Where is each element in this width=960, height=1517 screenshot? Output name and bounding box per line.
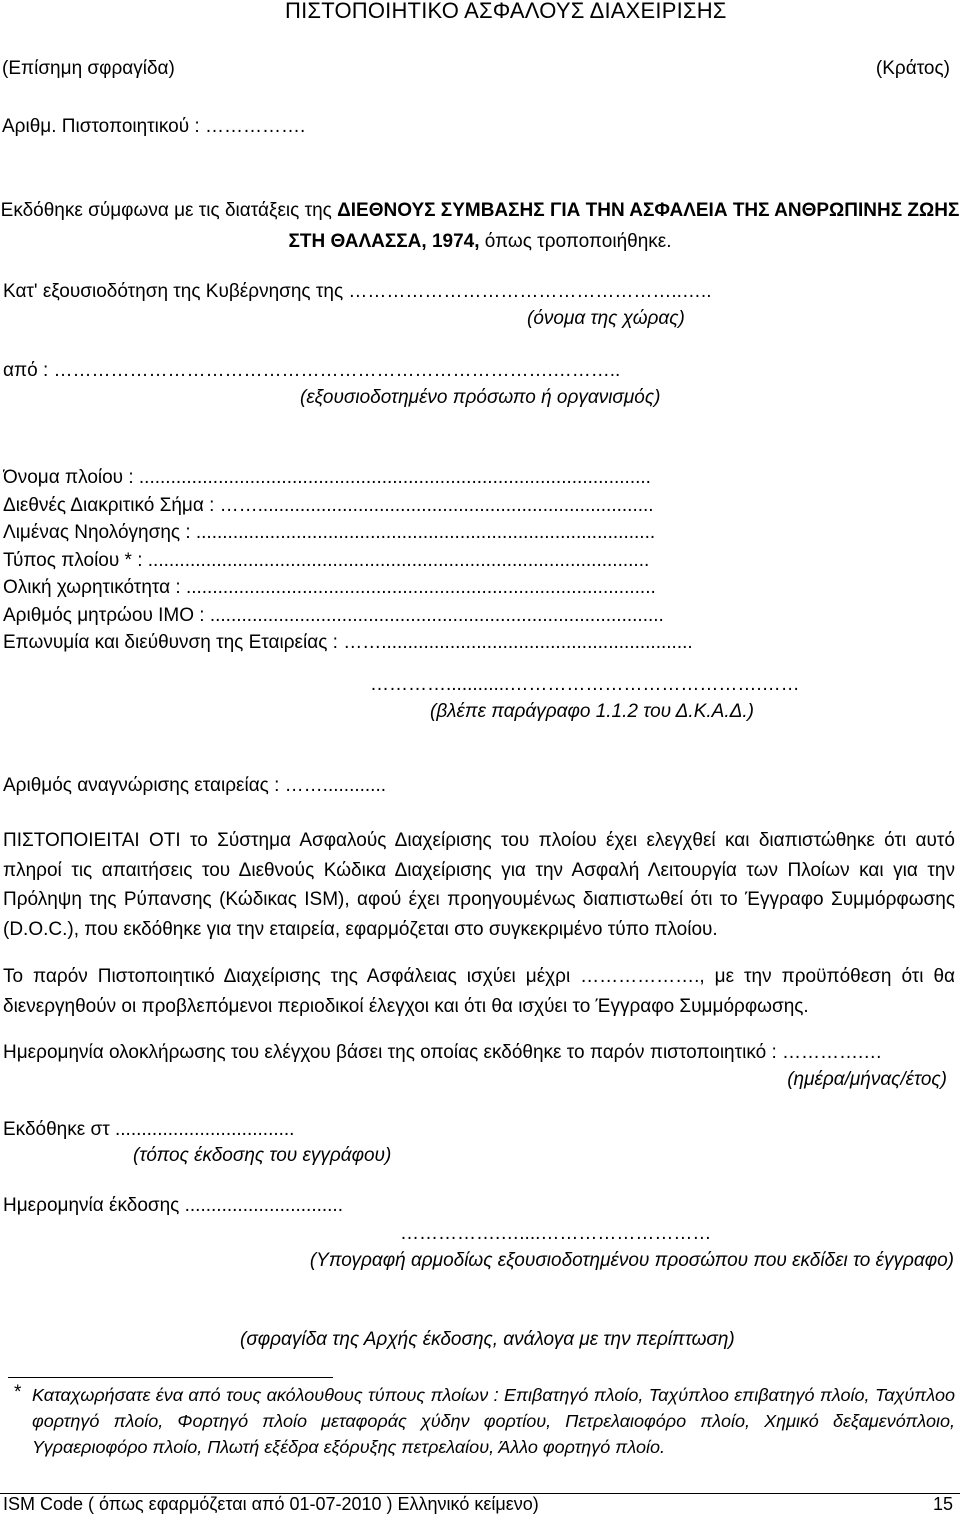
audit-completion-date-line: Ημερομηνία ολοκλήρωσης του ελέγχου βάσει της οποίας εκδόθηκε το παρόν πιστοποιητικό : ………….… xyxy=(3,1042,883,1063)
date-format-hint: (ημέρα/μήνας/έτος) xyxy=(787,1069,947,1090)
issued-under-statement xyxy=(0,195,960,257)
validity-paragraph: Το παρόν Πιστοποιητικό Διαχείρισης της Ασφάλειας ισχύει μέχρι ………………., με την προϋπόθεση ότι θα διενεργηθούν οι προβλεπόμενοι περιοδικοί έλεγχοι και ότι θα ισχύει το Έγγραφο Συμμόρφωσης. xyxy=(3,966,955,1017)
ship-particulars xyxy=(3,467,943,660)
page-number: 15 xyxy=(932,1494,953,1514)
certificate-number: Αριθμ. Πιστοποιητικού : ……………. xyxy=(2,116,306,137)
distinctive-number-field: Διεθνές Διακριτικό Σήμα : ……........................................................................... xyxy=(3,494,654,516)
place-of-issue-line: Εκδόθηκε στ .................................. xyxy=(3,1119,295,1140)
ship-name-field: Όνομα πλοίου : ................................................................................................. xyxy=(3,467,651,488)
footer-text: ISM Code ( όπως εφαρμόζεται από 01-07-2010 ) Ελληνικό κείμενο) xyxy=(3,1494,539,1514)
signature-hint: (Υπογραφή αρμοδίως εξουσιοδοτημένου προσώπου που εκδίδει το έγγραφο) xyxy=(309,1250,954,1271)
authorized-person-hint: (εξουσιοδοτημένο πρόσωπο ή οργανισμός) xyxy=(300,387,661,408)
country-name-hint: (όνομα της χώρας) xyxy=(527,308,685,329)
footnote-mark: * xyxy=(14,1382,22,1403)
page-title: ΠΙΣΤΟΠΟΙΗΤΙΚΟ ΑΣΦΑΛΟΥΣ ΔΙΑΧΕΙΡΙΣΗΣ xyxy=(285,0,727,23)
certification-paragraph: ΠΙΣΤΟΠΟΙΕΙΤΑΙ ΟΤΙ το Σύστημα Ασφαλούς Διαχείρισης του πλοίου έχει ελεγχθεί και διαπιστώθηκε ότι αυτό πληροί τις απαιτήσεις του Διεθνούς Κώδικα Διαχείρισης για την Ασφαλή Λειτουργία των Πλοίων και για την Πρόληψη της Ρύπανσης (Κώδικας ISM), αφού έχει προηγουμένως διαπιστωθεί ότι το Έγγραφο Συμμόρφωσης (D.O.C.), που εκδόθηκε για την εταιρεία, εφαρμόζεται στο συγκεκριμένο τύπο πλοίου. xyxy=(3,830,955,940)
imo-number-field: Αριθμός μητρώου ΙΜΟ : ...................................................................................... xyxy=(3,604,664,626)
signature-line: …………….…....……………………… xyxy=(400,1223,712,1244)
convention-name: ΔΙΕΘΝΟΥΣ ΣΥΜΒΑΣΗΣ ΓΙΑ ΤΗΝ ΑΣΦΑΛΕΙΑ ΤΗΣ ΑΝΘΡΩΠΙΝΗΣ ΖΩΗΣ ΣΤΗ ΘΑΛΑΣΣΑ, 1974, xyxy=(288,200,960,252)
issued-prefix: Εκδόθηκε σύμφωνα με τις διατάξεις της xyxy=(0,200,338,221)
by-line: από : …………………………………………………………………….……….. xyxy=(3,360,621,381)
footnote-separator xyxy=(8,1377,333,1378)
port-of-registry-field: Λιμένας Νηολόγησης : ....................................................................................... xyxy=(3,522,656,543)
authority-line: Κατ' εξουσιοδότηση της Κυβέρνησης της ……………………………………………..….. xyxy=(3,281,712,302)
place-of-issue-hint: (τόπος έκδοσης του εγγράφου) xyxy=(133,1145,392,1166)
company-id-field: Αριθμός αναγνώρισης εταιρείας : ……............ xyxy=(3,775,387,796)
company-reference-hint: (βλέπε παράγραφο 1.1.2 του Δ.Κ.Α.Δ.) xyxy=(430,701,754,722)
footnote-text: Καταχωρήσατε ένα από τους ακόλουθους τύπους πλοίων : Επιβατηγό πλοίο, Ταχύπλοο επιβατηγό πλοίο, Ταχύπλοο φορτηγό πλοίο, Φορτηγό πλοίο μεταφοράς χύδην φορτίου, Πετρελαιοφόρο πλοίο, Χημικό δεξαμενόπλοιο, Υγραεριοφόρο πλοίο, Πλωτή εξέδρα εξόρυξης πετρελαίου, Άλλο φορτηγό πλοίο. xyxy=(32,1385,955,1457)
official-seal-label: (Επίσημη σφραγίδα) xyxy=(2,58,175,79)
gross-tonnage-field: Ολική χωρητικότητα : ......................................................................................... xyxy=(3,577,656,598)
issuing-authority-stamp-hint: (σφραγίδα της Αρχής έκδοσης, ανάλογα με την περίπτωση) xyxy=(240,1329,735,1350)
issue-date-line: Ημερομηνία έκδοσης .............................. xyxy=(3,1195,343,1216)
company-address-continuation: …………............………………………………….…… xyxy=(370,674,800,695)
state-label: (Κράτος) xyxy=(875,58,950,79)
ship-type-field: Τύπος πλοίου * : ............................................................................................... xyxy=(3,549,650,571)
company-name-address-field: Επωνυμία και διεύθυνση της Εταιρείας : ……........................................................... xyxy=(3,632,693,653)
issued-suffix: όπως τροποποιήθηκε. xyxy=(479,231,672,252)
